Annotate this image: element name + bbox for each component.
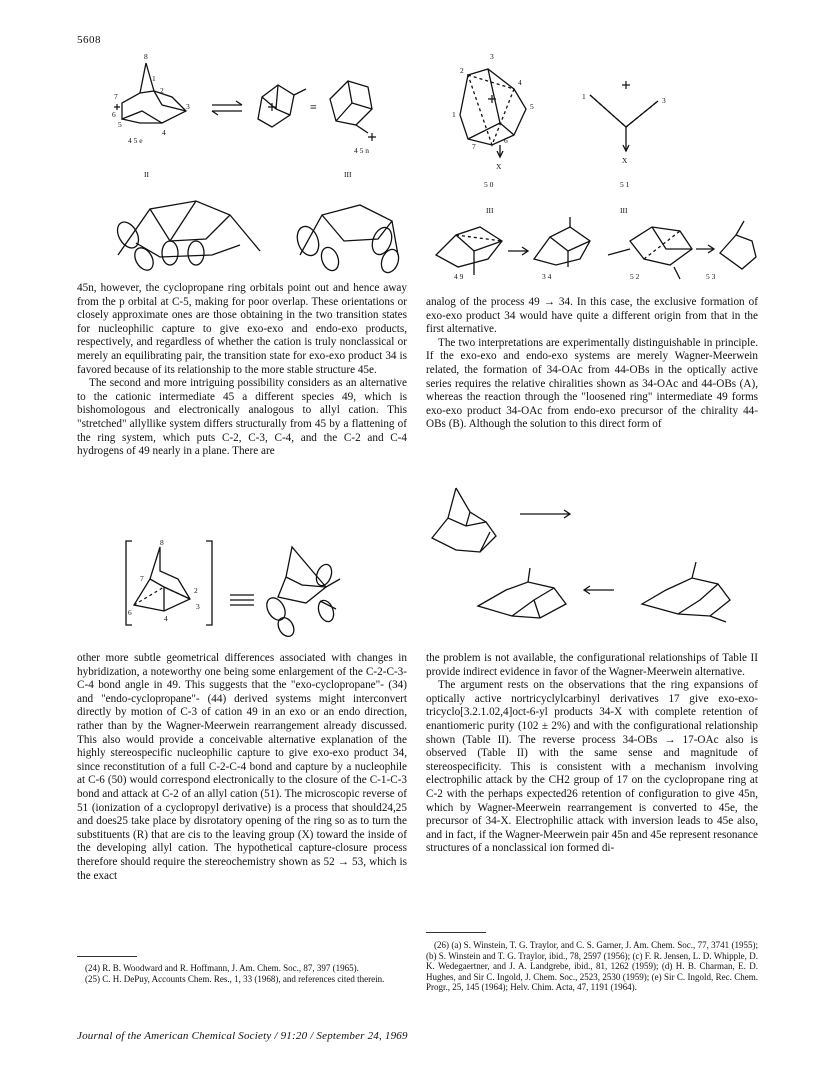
figure-44obs-svg — [426, 478, 758, 648]
atom-label: 4 — [518, 78, 522, 87]
paragraph: 45n, however, the cyclopropane ring orbitals point out and hence away from the p orbital at C-5, making for poor overlap. These orientations or closely approximate ones are those obtaining in the two transition states for nucleophilic capture to give exo-exo and endo-exo products, respectively, and regardless of whether the cation is truly nonclassical or merely an equilibrating pair, the transition state for exo-exo product 34 is favored because of its relationship to the more stable structure 45e. — [77, 282, 407, 376]
footnote: (24) R. B. Woodward and R. Hoffmann, J. Am. Chem. Soc., 87, 397 (1965). — [85, 963, 359, 973]
figure-50-53-svg — [430, 45, 760, 285]
right-column-block-2 — [426, 652, 758, 856]
atom-label: 6 — [504, 136, 508, 145]
figure-49-svg — [110, 535, 370, 645]
footnotes-right — [426, 940, 758, 993]
atom-label: 7 — [140, 574, 144, 583]
atom-label: 3 — [196, 602, 200, 611]
figure-45-structures — [100, 45, 400, 280]
compound-label-51: 5 1 — [620, 180, 630, 189]
paragraph: The two interpretations are experimentally distinguishable in principle. If the exo-exo and endo-exo systems are merely Wagner-Meerwein related, the formation of 34-OAc from 44-OBs in the optically active series requires the relative chiralities shown as 34-OAc and 44-OBs (A), whereas the reaction through the "loosened ring" intermediate 49 forms exo-exo product 34-OAc from endo-exo precursor of the chirality 44-OBs (B). Although the solution to this direct form of — [426, 336, 758, 431]
roman-label-ii: II — [144, 170, 149, 179]
footnotes-left — [77, 963, 407, 984]
atom-label: 2 — [194, 586, 198, 595]
journal-footer: Journal of the American Chemical Society / 91:20 / September 24, 1969 — [77, 1030, 408, 1042]
footnote-rule-right — [426, 932, 486, 933]
atom-label: 3 — [186, 102, 190, 111]
atom-label: 2 — [160, 86, 164, 95]
atom-label: 7 — [472, 142, 476, 151]
atom-label: 6 — [128, 608, 132, 617]
compound-label-49: 4 9 — [454, 272, 464, 281]
paragraph: The second and more intriguing possibility considers as an alternative to the cationic intermediate 45 a different species 49, which is bishomologous and electronically analogous to allyl cation. This "stretched" allyllike system differs structurally from 45 by a flattening of the ring system, which puts C-2, C-3, C-4, and the C-2 and C-4 hydrogens of 49 nearly in a plane. There are — [77, 377, 407, 458]
atom-label: 3 — [662, 96, 666, 105]
atom-label: 4 — [164, 614, 168, 623]
roman-label-iii-a: III — [486, 206, 494, 215]
atom-label: X — [622, 156, 628, 165]
atom-label: 8 — [160, 538, 164, 547]
atom-label: 1 — [582, 92, 586, 101]
paragraph: other more subtle geometrical differences associated with changes in hybridization, a noteworthy one being some enlargement of the C-2-C-3-C-4 bond angle in 49. This suggests that the "exo-cyclopropane"- (34) and "endo-cyclopropane"- (44) derived systems might interconvert directly by motion of C-3 of cation 49 in an exo or an endo direction, rather than by the Wagner-Meerwein rearrangement already discussed. This also would provide a conceivable alternative explanation of the highly stereospecific nucleophilic capture to give exo-exo product 34, since reconstitution of a full C-2-C-4 bond and capture by a nucleophile at C-6 (50) would correspond electronically to the closure of the C-1-C-3 bond and attack at C-2 of an allyl cation (51). The microscopic reverse of 51 (ionization of a cyclopropyl derivative) is a process that should24,25 and does25 take place by disrotatory opening of the ring so as to turn the substituents (R) that are cis to the leaving group (X) toward the inside of the developing allyl cation. The hypothetical capture-closure process therefore should require the stereochemistry shown as 52 → 53, which is the exact — [77, 652, 407, 882]
atom-label: 1 — [152, 74, 156, 83]
paragraph: the problem is not available, the configurational relationships of Table II provide indirect evidence in favor of the Wagner-Meerwein alternative. — [426, 652, 758, 678]
atom-label: 5 — [118, 120, 122, 129]
footnote-rule-left — [77, 956, 137, 957]
figure-44obs-34oac — [426, 478, 758, 648]
compound-label-53: 5 3 — [706, 272, 716, 281]
compound-label-52: 5 2 — [630, 272, 640, 281]
left-column-block-1 — [77, 282, 407, 459]
compound-label-45e: 4 5 e — [128, 136, 143, 145]
footnote: (26) (a) S. Winstein, T. G. Traylor, and C. S. Garner, J. Am. Chem. Soc., 77, 3741 (1955); (b) S. Winstein and T. G. Traylor, ibid., 78, 2597 (1956); (c) F. R. Jensen, L. D. Whipple, D. K. Wedegaertner, and J. A. Landgrebe, ibid., 81, 1262 (1959); (d) H. B. Charman, E. D. Hughes, and Sir C. Ingold, J. Chem. Soc., 2523, 2530 (1959); (e) Sir C. Ingold, Rec. Chem. Progr., 25, 145 (1964); Helv. Chim. Acta, 47, 1191 (1964). — [426, 940, 758, 993]
atom-label: 2 — [460, 66, 464, 75]
roman-label-iii: III — [344, 170, 352, 179]
compound-label-45n: 4 5 n — [354, 146, 369, 155]
atom-label: 3 — [490, 52, 494, 61]
figure-49-structures — [110, 535, 370, 645]
paragraph: analog of the process 49 → 34. In this case, the exclusive formation of exo-exo product 34 would have quite a different origin from that in the first alternative. — [426, 296, 758, 336]
figure-45-svg — [100, 45, 400, 280]
atom-label: X — [496, 162, 502, 171]
right-column-block-1 — [426, 296, 758, 432]
page-number: 5608 — [77, 34, 101, 46]
atom-label: 7 — [114, 92, 118, 101]
left-column-block-2 — [77, 652, 407, 883]
atom-label: 8 — [144, 52, 148, 61]
paragraph: The argument rests on the observations that the ring expansions of optically active nortricyclylcarbinyl derivatives 17 give exo-exo-tricyclo[3.2.1.02,4]oct-6-yl products 34-X with complete retention of enantiomeric purity (102 ± 2%) and with the configurational relationship shown (Table II). The reverse process 34-OBs → 17-OAc also is observed (Table II) with the same sense and magnitude of stereospecificity. This is consistent with a mechanism involving electrophilic attack by the CH2 group of 17 on the cyclopropane ring at C-2 with the perhaps expected26 retention of configuration to give 45n, which by Wagner-Meerwein rearrangement is converted to 45e, the precursor of 34-X. Electrophilic attack with inversion leads to 45e also, and in fact, if the Wagner-Meerwein pair 45n and 45e represent resonance structures of a nonclassical ion formed di- — [426, 679, 758, 855]
footnote: (25) C. H. DePuy, Accounts Chem. Res., 1, 33 (1968), and references cited therein. — [85, 973, 385, 984]
equiv-sign: ≡ — [310, 100, 317, 114]
atom-label: 5 — [530, 102, 534, 111]
atom-label: 4 — [162, 128, 166, 137]
compound-label-50: 5 0 — [484, 180, 494, 189]
compound-label-34: 3 4 — [542, 272, 552, 281]
figure-50-53-structures — [430, 45, 760, 285]
atom-label: 1 — [452, 110, 456, 119]
roman-label-iii-b: III — [620, 206, 628, 215]
atom-label: 6 — [112, 110, 116, 119]
